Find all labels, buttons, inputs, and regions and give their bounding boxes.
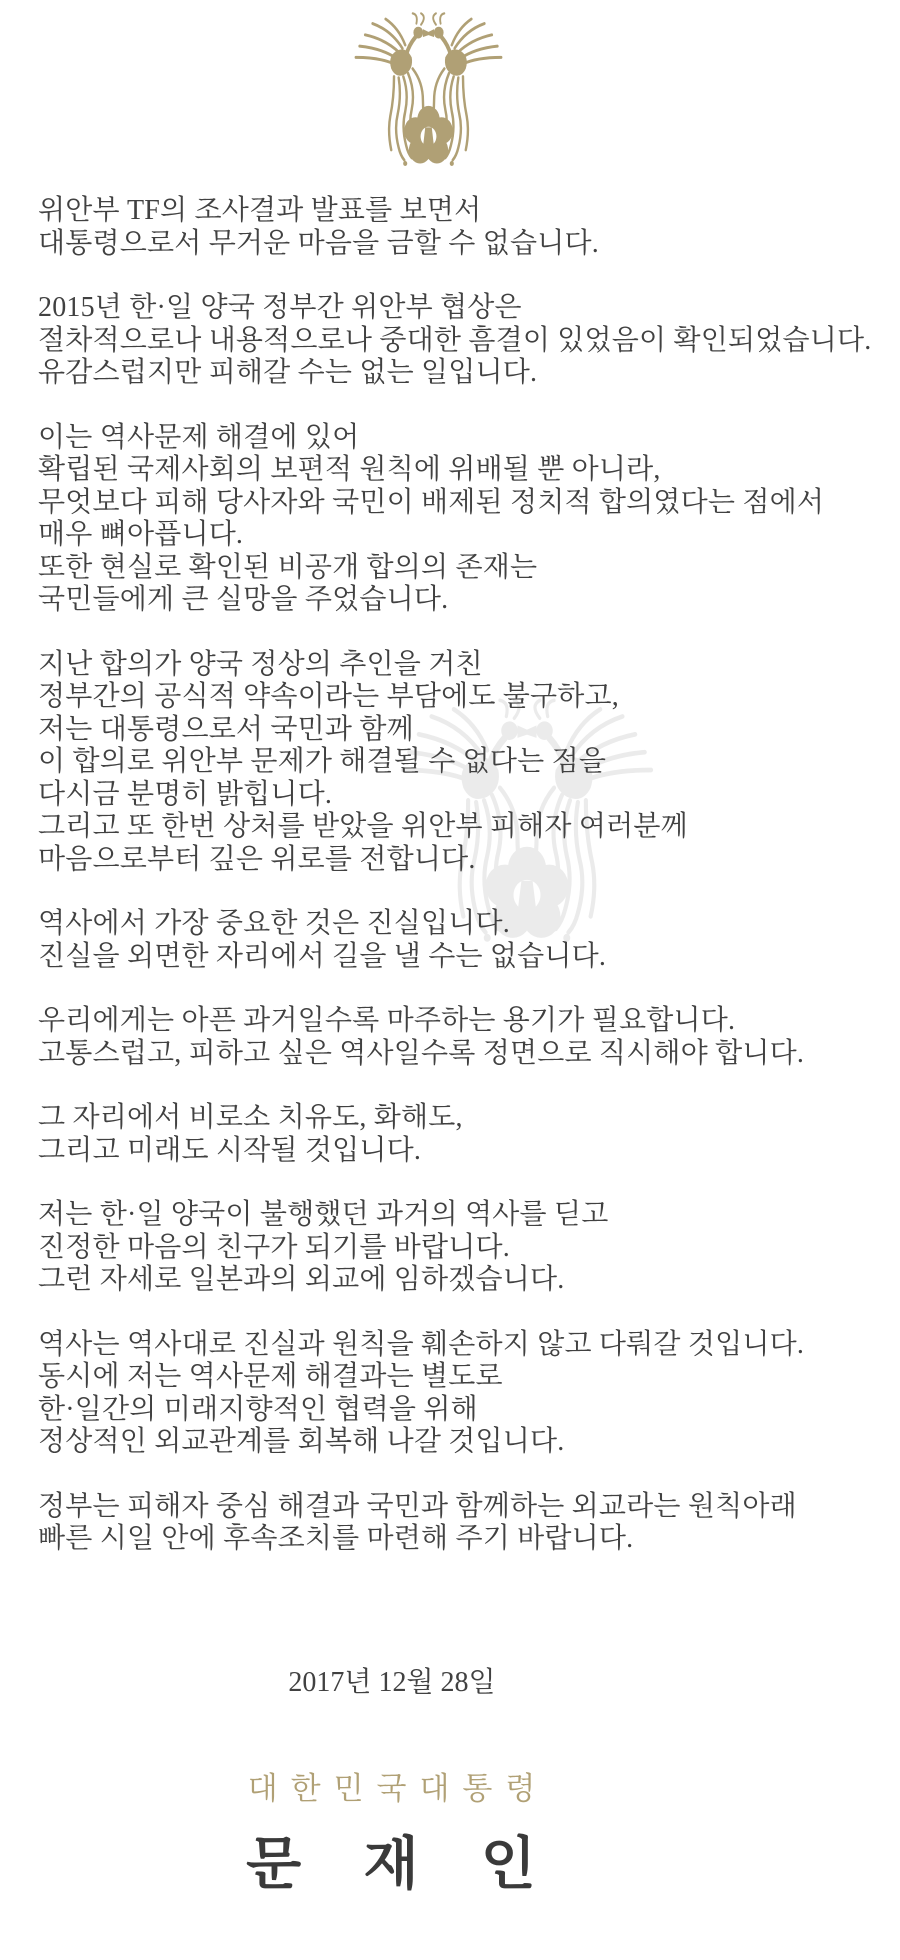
letter-paragraph: 우리에게는 아픈 과거일수록 마주하는 용기가 필요합니다. 고통스럽고, 피하고 싶은 역사일수록 정면으로 직시해야 합니다. (38, 1005, 805, 1069)
signer-title: 대한민국대통령 (247, 1771, 549, 1806)
letter-paragraph: 그 자리에서 비로소 치유도, 화해도, 그리고 미래도 시작될 것입니다. (38, 1102, 463, 1166)
letter-paragraph: 역사에서 가장 중요한 것은 진실입니다. 진실을 외면한 자리에서 길을 낼 수는 없습니다. (38, 908, 607, 972)
letter-paragraph: 정부는 피해자 중심 해결과 국민과 함께하는 외교라는 원칙아래 빠른 시일 안에 후속조치를 마련해 주기 바랍니다. (38, 1490, 797, 1554)
letter-paragraph: 이는 역사문제 해결에 있어 확립된 국제사회의 보편적 원칙에 위배될 뿐 아니라, 무엇보다 피해 당사자와 국민이 배제된 정치적 합의였다는 점에서 매우 뼈아픕니다. 또한 현실로 확인된 비공개 합의의 존재는 국민들에게 큰 실망을 주었습니다. (38, 421, 825, 615)
letter-paragraph: 저는 한·일 양국이 불행했던 과거의 역사를 딛고 진정한 마음의 친구가 되기를 바랍니다. 그런 자세로 일본과의 외교에 임하겠습니다. (38, 1199, 609, 1295)
letter-paragraph: 역사는 역사대로 진실과 원칙을 훼손하지 않고 다뤄갈 것입니다. 동시에 저는 역사문제 해결과는 별도로 한·일간의 미래지향적인 협력을 위해 정상적인 외교관계를 회복해 나갈 것입니다. (38, 1328, 805, 1457)
date-line: 2017년 12월 28일 (288, 1667, 496, 1698)
letter-paragraph: 지난 합의가 양국 정상의 추인을 거친 정부간의 공식적 약속이라는 부담에도 불구하고, 저는 대통령으로서 국민과 함께 이 합의로 위안부 문제가 해결될 수 없다는 점을 다시금 분명히 밝힙니다. 그리고 또 한번 상처를 받았을 위안부 피해자 여러분께 마음으로부터 깊은 위로를 전합니다. (38, 648, 688, 875)
letter-paragraph: 2015년 한·일 양국 정부간 위안부 협상은 절차적으로나 내용적으로나 중대한 흠결이 있었음이 확인되었습니다. 유감스럽지만 피해갈 수는 없는 일입니다. (38, 292, 872, 388)
letter-body (38, 195, 888, 1588)
presidential-seal-icon (326, 10, 531, 168)
letter-paragraph: 위안부 TF의 조사결과 발표를 보면서 대통령으로서 무거운 마음을 금할 수 없습니다. (38, 195, 599, 259)
signer-name: 문 재 인 (246, 1833, 560, 1896)
